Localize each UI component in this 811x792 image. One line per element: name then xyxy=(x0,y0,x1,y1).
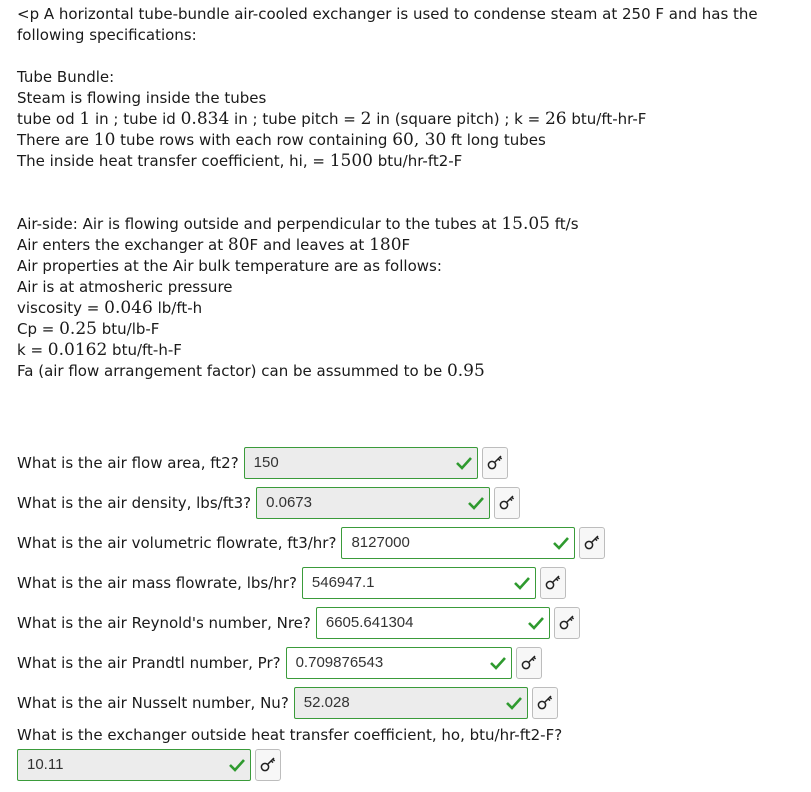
tube-dims-line: tube od 1 in ; tube id 0.834 in ; tube pitch = 2 in (square pitch) ; k = 26 btu/ft-hr-F xyxy=(17,109,647,129)
fa-value: 0.95 xyxy=(446,361,485,381)
question-reynolds-number xyxy=(17,606,580,640)
question-label: What is the air density, lbs/ft3? xyxy=(17,494,252,512)
answer-input[interactable]: 0.709876543 xyxy=(286,647,512,679)
key-button[interactable] xyxy=(494,487,520,519)
checkmark-icon xyxy=(227,755,247,775)
key-icon xyxy=(536,693,554,711)
tube-rows-line: There are 10 tube rows with each row containing 60, 30 ft long tubes xyxy=(17,130,546,150)
air-pressure-line: Air is at atmosheric pressure xyxy=(17,278,233,296)
key-button[interactable] xyxy=(540,567,566,599)
question-label: What is the air mass flowrate, lbs/hr? xyxy=(17,574,297,592)
air-flow-line: Air-side: Air is flowing outside and perpendicular to the tubes at 15.05 ft/s xyxy=(17,214,579,234)
key-icon xyxy=(558,613,576,631)
key-button[interactable] xyxy=(532,687,558,719)
question-volumetric-flowrate xyxy=(17,526,605,560)
key-button[interactable] xyxy=(482,447,508,479)
air-temp-line: Air enters the exchanger at 80F and leaves at 180F xyxy=(17,235,411,255)
question-label: What is the air flow area, ft2? xyxy=(17,454,239,472)
checkmark-icon xyxy=(512,573,532,593)
air-props-line: Air properties at the Air bulk temperature are as follows: xyxy=(17,257,442,275)
tube-k-value: 26 xyxy=(544,109,567,129)
question-label: What is the air Prandtl number, Pr? xyxy=(17,654,281,672)
key-icon xyxy=(520,653,538,671)
air-temp-out-value: 180 xyxy=(369,235,402,255)
key-icon xyxy=(583,533,601,551)
checkmark-icon xyxy=(454,453,474,473)
checkmark-icon xyxy=(466,493,486,513)
question-mass-flowrate xyxy=(17,566,566,600)
viscosity-line: viscosity = 0.046 lb/ft-h xyxy=(17,298,203,318)
question-flow-area xyxy=(17,446,508,480)
key-icon xyxy=(486,453,504,471)
answer-input[interactable]: 6605.641304 xyxy=(316,607,550,639)
question-prandtl-number xyxy=(17,646,542,680)
viscosity-value: 0.046 xyxy=(104,298,153,318)
question-label-ho: What is the exchanger outside heat transfer coefficient, ho, btu/hr-ft2-F? xyxy=(17,726,563,744)
answer-input[interactable]: 8127000 xyxy=(341,527,575,559)
checkmark-icon xyxy=(488,653,508,673)
air-k-value: 0.0162 xyxy=(47,340,108,360)
tube-pitch-value: 2 xyxy=(360,109,372,129)
tube-rows-value: 10 xyxy=(93,130,116,150)
question-label: What is the air Reynold's number, Nre? xyxy=(17,614,311,632)
answer-input[interactable]: 546947.1 xyxy=(302,567,536,599)
key-button[interactable] xyxy=(554,607,580,639)
air-temp-in-value: 80 xyxy=(227,235,250,255)
answer-input[interactable]: 52.028 xyxy=(294,687,528,719)
tube-od-value: 1 xyxy=(79,109,91,129)
key-icon xyxy=(259,755,277,773)
checkmark-icon xyxy=(526,613,546,633)
hi-line: The inside heat transfer coefficient, hi, = 1500 btu/hr-ft2-F xyxy=(17,151,463,171)
air-velocity-value: 15.05 xyxy=(501,214,550,234)
k-line: k = 0.0162 btu/ft-h-F xyxy=(17,340,182,360)
tube-id-value: 0.834 xyxy=(180,109,230,129)
tubes-per-row-value: 60, 30 xyxy=(392,130,447,150)
checkmark-icon xyxy=(504,693,524,713)
question-air-density xyxy=(17,486,520,520)
answer-input[interactable]: 150 xyxy=(244,447,478,479)
key-button[interactable] xyxy=(516,647,542,679)
tube-bundle-heading: Tube Bundle: xyxy=(17,68,115,86)
answer-input[interactable]: 0.0673 xyxy=(256,487,490,519)
key-button[interactable] xyxy=(579,527,605,559)
hi-value: 1500 xyxy=(329,151,373,171)
question-nusselt-number xyxy=(17,686,558,720)
fa-line: Fa (air flow arrangement factor) can be assummed to be 0.95 xyxy=(17,361,485,381)
question-label: What is the air volumetric flowrate, ft3/hr? xyxy=(17,534,337,552)
cp-value: 0.25 xyxy=(59,319,97,339)
question-label: What is the air Nusselt number, Nu? xyxy=(17,694,289,712)
key-button[interactable] xyxy=(255,749,281,781)
question-outside-coefficient xyxy=(17,748,281,782)
intro-line-2: following specifications: xyxy=(17,26,197,44)
key-icon xyxy=(498,493,516,511)
checkmark-icon xyxy=(551,533,571,553)
cp-line: Cp = 0.25 btu/lb-F xyxy=(17,319,160,339)
key-icon xyxy=(544,573,562,591)
answer-input[interactable]: 10.11 xyxy=(17,749,251,781)
steam-line: Steam is flowing inside the tubes xyxy=(17,89,267,107)
intro-line-1: <p A horizontal tube-bundle air-cooled exchanger is used to condense steam at 250 F and has the xyxy=(17,5,758,23)
